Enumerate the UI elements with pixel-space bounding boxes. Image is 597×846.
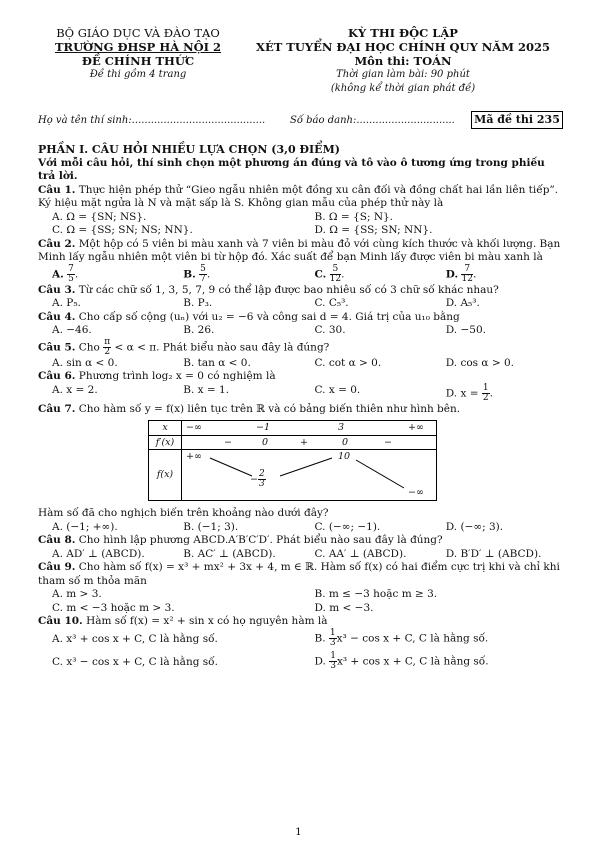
option-d bbox=[301, 652, 564, 671]
f-values-area bbox=[186, 450, 432, 500]
fprime-values bbox=[182, 435, 437, 450]
exam-body bbox=[38, 141, 563, 671]
option-d: D. cos α > 0. bbox=[445, 356, 514, 369]
numerator: π bbox=[104, 336, 111, 347]
denominator: 2 bbox=[104, 346, 111, 357]
option-c: C. cot α > 0. bbox=[314, 356, 382, 369]
question-label: Câu 6. bbox=[38, 370, 76, 382]
sign: − bbox=[384, 436, 392, 448]
row-header-f: f(x) bbox=[149, 450, 182, 501]
question-label: Câu 5. bbox=[38, 341, 76, 353]
question-7 bbox=[38, 403, 563, 417]
row-header-fprime: f′(x) bbox=[149, 435, 182, 450]
option-c: C. x³ − cos x + C, C là hằng số. bbox=[52, 655, 218, 668]
option-b bbox=[301, 629, 564, 648]
section-title: PHẦN I. CÂU HỎI NHIỀU LỰA CHỌN (3,0 ĐIỂM) bbox=[38, 143, 340, 156]
options-8 bbox=[38, 548, 563, 562]
zero: 0 bbox=[342, 436, 349, 448]
option-a: A. P₅. bbox=[52, 297, 81, 309]
fraction bbox=[482, 384, 490, 403]
option-letter: D. bbox=[314, 655, 326, 667]
question-10 bbox=[38, 615, 563, 629]
question-text: Cho hàm số y = f(x) liên tục trên ℝ và có bảng biến thiên như hình bên. bbox=[78, 402, 461, 415]
x-values bbox=[182, 421, 437, 436]
question-text: Cho hình lập phương ABCD.A′B′C′D′. Phát biểu nào sau đây là đúng? bbox=[78, 534, 443, 546]
fraction bbox=[329, 652, 337, 671]
option-c: C. $\frac{5}{12}$ . bbox=[314, 263, 345, 284]
option-d: D. (−∞; 3). bbox=[445, 520, 504, 533]
question-text: Cho hàm số f(x) = x³ + mx² + 3x + 4, m ∈ ℝ. Hàm số f(x) có hai điểm cực trị khi và chỉ khi tham số m thỏa mãn bbox=[38, 561, 560, 587]
question-7-ask: Hàm số đã cho nghịch biến trên khoảng nào dưới đây? bbox=[38, 507, 329, 519]
option-b: B. P₃. bbox=[183, 297, 213, 309]
fraction bbox=[199, 265, 207, 284]
section-instruction: Với mỗi câu hỏi, thí sinh chọn một phương án đúng và tô vào ô tương ứng trong phiếu trả lời. bbox=[38, 156, 545, 182]
option-text: x³ + cos x + C, C là hằng số. bbox=[336, 655, 489, 667]
fprime-values-row bbox=[186, 436, 432, 449]
denominator: 2 bbox=[482, 392, 489, 403]
question-text: Phương trình log₂ x = 0 có nghiệm là bbox=[78, 370, 276, 382]
option-b: B. $\frac{5}{7}$ . bbox=[183, 263, 211, 284]
denominator: 3 bbox=[258, 479, 265, 489]
fraction bbox=[103, 338, 111, 357]
option-a: A. Ω = {SN; NS}. bbox=[52, 210, 147, 223]
denominator: 5 bbox=[68, 273, 74, 284]
question-5 bbox=[38, 338, 563, 357]
numerator: 5 bbox=[200, 263, 206, 274]
decreasing-arrow bbox=[210, 458, 252, 476]
question-2 bbox=[38, 238, 563, 265]
denominator: 12 bbox=[461, 273, 473, 284]
subject: Môn thi: TOÁN bbox=[354, 54, 452, 68]
header-left bbox=[38, 26, 238, 82]
question-text: Thực hiện phép thử “Gieo ngẫu nhiên một đồng xu cân đối và đồng chất hai lần liên tiếp”. Ký hiệu mặt ngửa là N và mặt sấp là S. Không gian mẫu của phép thử này là bbox=[38, 183, 559, 209]
option-d: D. $\frac{7}{12}$ . bbox=[445, 263, 477, 284]
question-label: Câu 9. bbox=[38, 561, 76, 573]
option-d: D. A₅³. bbox=[445, 297, 480, 309]
option-a: A. sin α < 0. bbox=[52, 356, 118, 369]
header-right bbox=[238, 26, 568, 96]
question-text: Cho bbox=[78, 341, 100, 353]
page-count: Đề thi gồm 4 trang bbox=[89, 69, 187, 80]
fraction bbox=[329, 629, 337, 648]
option-c: C. x = 0. bbox=[314, 383, 361, 396]
sign: + bbox=[300, 436, 308, 448]
question-8 bbox=[38, 534, 563, 548]
options-1 bbox=[38, 211, 563, 238]
numerator: 5 bbox=[330, 265, 341, 275]
official-label: ĐỀ CHÍNH THỨC bbox=[81, 54, 195, 68]
option-a: A. x³ + cos x + C, C là hằng số. bbox=[52, 632, 218, 645]
option-b: B. Ω = {S; N}. bbox=[314, 210, 394, 223]
f-value: 10 bbox=[338, 451, 351, 462]
question-6 bbox=[38, 370, 563, 384]
options-5 bbox=[38, 357, 563, 371]
exam-code-box: Mã đề thi 235 bbox=[471, 111, 563, 129]
option-letter: A. bbox=[52, 268, 64, 280]
option-a: A. AD′ ⊥ (ABCD). bbox=[52, 547, 145, 560]
arrows bbox=[186, 450, 432, 500]
question-text: Một hộp có 5 viên bi màu xanh và 7 viên bi màu đỏ với cùng kích thước và khối lượng. Bạn Minh lấy ngẫu nhiên một viên bi từ hộp đó. Xác suất để bạn Minh lấy được viên bi màu xanh là bbox=[38, 237, 561, 263]
option-c: C. 30. bbox=[314, 324, 346, 336]
option-b: B. m ≤ −3 hoặc m ≥ 3. bbox=[314, 588, 438, 600]
ministry-name: BỘ GIÁO DỤC VÀ ĐÀO TẠO bbox=[56, 26, 220, 40]
option-letter: B. bbox=[314, 632, 326, 644]
options-3 bbox=[38, 297, 563, 311]
option-c: C. Ω = {SS; SN; NS; NN}. bbox=[52, 224, 193, 236]
question-label: Câu 10. bbox=[38, 615, 83, 627]
option-a: A. −46. bbox=[52, 324, 92, 336]
decreasing-arrow bbox=[356, 460, 404, 488]
sign: − bbox=[224, 436, 232, 448]
option-text: D. x = bbox=[445, 387, 479, 399]
option-d: D. B′D′ ⊥ (ABCD). bbox=[445, 547, 542, 560]
option-letter: C. bbox=[314, 268, 327, 280]
numerator: 1 bbox=[329, 627, 336, 638]
fraction bbox=[461, 265, 472, 284]
denominator: 3 bbox=[330, 660, 336, 671]
options-10 bbox=[38, 629, 563, 671]
numerator: 7 bbox=[461, 265, 472, 275]
numerator: 7 bbox=[68, 263, 74, 274]
x-value: −∞ bbox=[186, 422, 202, 434]
option-b: B. (−1; 3). bbox=[183, 520, 239, 533]
option-c: C. (−∞; −1). bbox=[314, 520, 381, 533]
page-number: 1 bbox=[295, 826, 302, 838]
question-text: Từ các chữ số 1, 3, 5, 7, 9 có thể lập được bao nhiêu số có 3 chữ số khác nhau? bbox=[78, 283, 499, 296]
denominator: 7 bbox=[200, 273, 206, 284]
options-6 bbox=[38, 384, 563, 403]
question-text: Cho cấp số cộng (uₙ) với u₂ = −6 và công sai d = 4. Giá trị của u₁₀ bằng bbox=[78, 310, 460, 323]
exam-time: Thời gian làm bài: 90 phút bbox=[336, 69, 470, 80]
question-text: Hàm số f(x) = x² + sin x có họ nguyên hàm là bbox=[86, 615, 328, 627]
question-3 bbox=[38, 284, 563, 298]
increasing-arrow bbox=[280, 458, 332, 476]
question-9 bbox=[38, 561, 563, 588]
option-b: B. AC′ ⊥ (ABCD). bbox=[183, 547, 276, 560]
question-label: Câu 4. bbox=[38, 310, 76, 323]
option-text: x³ − cos x + C, C là hằng số. bbox=[336, 632, 489, 644]
option-c: C. m < −3 hoặc m > 3. bbox=[52, 601, 175, 614]
question-4 bbox=[38, 311, 563, 325]
x-value: −1 bbox=[256, 422, 271, 434]
option-d: D. Ω = {SS; SN; NN}. bbox=[314, 224, 433, 236]
question-label: Câu 7. bbox=[38, 402, 76, 415]
option-c: C. C₅³. bbox=[314, 297, 349, 309]
option-a: A. m > 3. bbox=[52, 588, 102, 600]
question-label: Câu 8. bbox=[38, 534, 76, 546]
options-9 bbox=[38, 588, 563, 615]
f-values bbox=[182, 450, 437, 501]
options-2 bbox=[38, 265, 563, 284]
option-b: B. x = 1. bbox=[183, 383, 230, 396]
option-a: A. (−1; +∞). bbox=[52, 520, 118, 533]
row-header-x: x bbox=[149, 421, 182, 436]
question-label: Câu 3. bbox=[38, 283, 76, 296]
options-7 bbox=[38, 521, 563, 535]
fraction bbox=[330, 265, 341, 284]
question-1 bbox=[38, 184, 563, 211]
option-a: A. $\frac{7}{5}$ . bbox=[52, 263, 79, 284]
option-letter: B. bbox=[183, 268, 196, 280]
denominator: 3 bbox=[329, 637, 336, 648]
exam-time-note: (không kể thời gian phát đề) bbox=[330, 83, 476, 94]
minus-sign: − bbox=[250, 474, 258, 485]
options-4 bbox=[38, 324, 563, 338]
numerator: 2 bbox=[258, 469, 265, 479]
option-d: D. −50. bbox=[445, 324, 486, 336]
candidate-number-line: Số báo danh:............................... bbox=[290, 115, 455, 126]
zero: 0 bbox=[262, 436, 269, 448]
f-value: −∞ bbox=[408, 487, 424, 498]
option-b: B. tan α < 0. bbox=[183, 356, 251, 369]
exam-subtitle: XÉT TUYỂN ĐẠI HỌC CHÍNH QUY NĂM 2025 bbox=[256, 40, 550, 54]
fraction bbox=[67, 265, 75, 284]
school-name: TRƯỜNG ĐHSP HÀ NỘI 2 bbox=[54, 40, 222, 54]
variation-table bbox=[148, 420, 437, 501]
f-value: +∞ bbox=[186, 451, 202, 462]
numerator: 1 bbox=[482, 382, 489, 393]
x-values-row bbox=[186, 421, 432, 434]
option-d: D. x = $\frac{1}{2}$ . bbox=[445, 382, 493, 403]
option-c: C. AA′ ⊥ (ABCD). bbox=[314, 547, 407, 560]
question-label: Câu 2. bbox=[38, 237, 76, 250]
option-letter: D. bbox=[445, 268, 459, 280]
question-label: Câu 1. bbox=[38, 183, 76, 196]
x-value: 3 bbox=[338, 422, 345, 434]
option-d: D. m < −3. bbox=[314, 601, 374, 614]
exam-title: KỲ THI ĐỘC LẬP bbox=[348, 26, 458, 40]
option-b: B. 26. bbox=[183, 324, 215, 336]
denominator: 12 bbox=[329, 273, 342, 284]
x-value: +∞ bbox=[408, 422, 424, 434]
option-a: A. x = 2. bbox=[52, 383, 98, 396]
numerator: 1 bbox=[330, 650, 336, 661]
question-text: < α < π. Phát biểu nào sau đây là đúng? bbox=[114, 341, 330, 353]
candidate-name-line: Họ và tên thí sinh:.......................................... bbox=[38, 115, 266, 126]
